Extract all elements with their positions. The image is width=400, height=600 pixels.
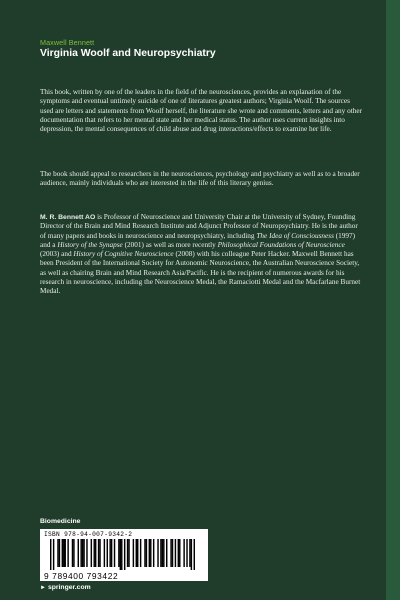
bio-book-4: History of Cognitive Neuroscience bbox=[73, 250, 174, 259]
bio-text-1: is Professor of Neuroscience and University Chair at the University of Sydney, Founding Director of the Brain and Mind Research Institute and Adjunct Professor of Neuropsychiatry. He is the author of many papers and books in neuroscience and neuropsychiatry, including bbox=[40, 213, 358, 240]
barcode-number: 9 789400 793422 bbox=[44, 571, 119, 581]
bio-book-2: History of the Synapse bbox=[57, 240, 123, 249]
barcode-icon bbox=[50, 539, 200, 570]
bio-text-4: (2003) and bbox=[40, 250, 74, 259]
author-name: Maxwell Bennett bbox=[40, 38, 95, 47]
publisher-link[interactable] bbox=[40, 584, 91, 591]
bio-text-2: (1997) and a bbox=[40, 231, 356, 249]
description-paragraph-1: This book, written by one of the leaders in the field of the neurosciences, provides an explanation of the symptoms and eventual untimely suicide of one of literatures greatest authors; Virginia Woolf. The sources used are letters and statements from Woolf herself, the literature she wrote and comments, letters and any other documentation that refers to her mental state and her medical status. The author uses current insights into depression, the mental consequences of child abuse and drug interactions/effects to examine her life. bbox=[40, 88, 362, 134]
description-paragraph-2: The book should appeal to researchers in the neurosciences, psychology and psychiatry as well as to a broader audience, mainly individuals who are interested in the life of this literary genius. bbox=[40, 170, 360, 188]
bio-text-3: (2001) as well as more recently bbox=[122, 240, 218, 249]
book-title: Virginia Woolf and Neuropsychiatry bbox=[40, 48, 216, 59]
spine-edge bbox=[386, 0, 400, 600]
arrow-right-icon: ► bbox=[40, 585, 46, 591]
author-bio bbox=[40, 213, 362, 297]
bio-book-3: Philosophical Foundations of Neuroscience bbox=[217, 240, 345, 249]
isbn-label: ISBN 978-94-007-9342-2 bbox=[44, 531, 133, 538]
subject-category: Biomedicine bbox=[40, 518, 81, 525]
bio-text-5: (2008) with his colleague Peter Hacker. Maxwell Bennett has been President of the International Society for Autonomic Neuroscience, the Australian Neuroscience Society, as well as chairing Brain and Mind Research Asia/Pacific. He is the recipient of numerous awards for his research in neuroscience, including the Neuroscience Medal, the Ramaciotti Medal and the Macfarlane Burnet Medal. bbox=[40, 250, 361, 296]
barcode-panel bbox=[40, 529, 208, 581]
publisher-label: springer.com bbox=[47, 584, 91, 591]
bio-book-1: The Idea of Consciousness bbox=[256, 231, 334, 240]
bio-author-name: M. R. Bennett AO bbox=[40, 214, 96, 221]
